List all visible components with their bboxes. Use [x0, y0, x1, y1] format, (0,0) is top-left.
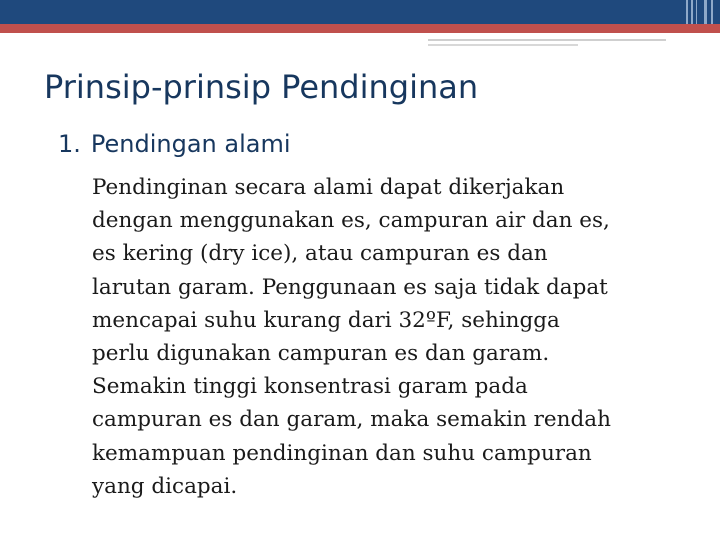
body-line: yang dicapai.: [92, 473, 238, 499]
top-banner: [0, 0, 720, 24]
decorative-stripes: [680, 0, 720, 24]
body-line: mencapai suhu kurang dari 32ºF, sehingga: [92, 307, 560, 333]
accent-bar: [0, 24, 720, 33]
body-line: kemampuan pendinginan dan suhu campuran: [92, 440, 592, 466]
section-heading-text: Pendingan alami: [90, 130, 291, 158]
body-line: Semakin tinggi konsentrasi garam pada: [92, 374, 528, 400]
body-line: dengan menggunakan es, campuran air dan es,: [92, 208, 610, 234]
body-line: perlu digunakan campuran es dan garam.: [92, 341, 550, 367]
slide-title: Prinsip-prinsip Pendinginan: [44, 68, 479, 106]
decorative-divider: [428, 39, 666, 41]
section-number: 1.: [58, 130, 81, 158]
decorative-divider-short: [428, 44, 578, 46]
body-paragraph: [92, 171, 702, 503]
body-line: es kering (dry ice), atau campuran es dan: [92, 241, 548, 267]
body-line: campuran es dan garam, maka semakin rendah: [92, 407, 611, 433]
section-heading: [58, 130, 291, 158]
body-line: Pendinginan secara alami dapat dikerjakan: [92, 175, 565, 200]
body-line: larutan garam. Penggunaan es saja tidak dapat: [92, 274, 608, 300]
